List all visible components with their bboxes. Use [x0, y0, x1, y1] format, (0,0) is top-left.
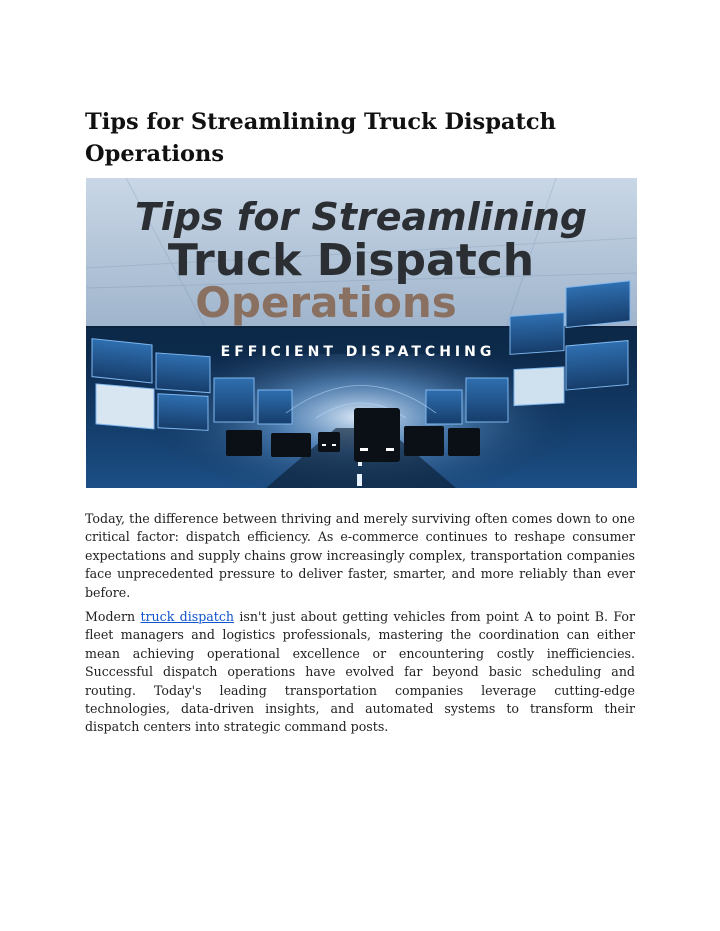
paragraph-intro: Today, the difference between thriving and merely surviving often comes down to one critical factor: dispatch efficiency. As e-commerce continues to reshape consumer expectations and supply chains grow increasingly complex, transportation companies face unprecedented pressure to deliver faster, smarter, and more reliably than ever before.	[85, 511, 635, 600]
hero-line1: Tips for Streamlining	[134, 195, 588, 239]
hero-banner: EFFICIENT DISPATCHING	[220, 344, 496, 360]
page-title: Tips for Streamlining Truck Dispatch Operations	[85, 109, 556, 167]
hero-line2: Truck Dispatch	[167, 235, 535, 286]
hero-line3: Operations	[195, 278, 457, 327]
paragraph-modern-start: Modern	[85, 609, 141, 624]
paragraph-modern	[85, 608, 635, 737]
truck-dispatch-link[interactable]: truck dispatch	[140, 609, 235, 624]
paragraph-modern-rest: isn't just about getting vehicles from point A to point B. For fleet managers and logistics professionals, mastering the coordination can either mean achieving operational excellence or encountering costly inefficiencies. Successful dispatch operations have evolved far beyond basic scheduling and routing. Today's leading transportation companies leverage cutting-edge technologies, data-driven insights, and automated systems to transform their dispatch centers into strategic command posts.	[85, 609, 635, 735]
hero-image	[86, 178, 637, 488]
